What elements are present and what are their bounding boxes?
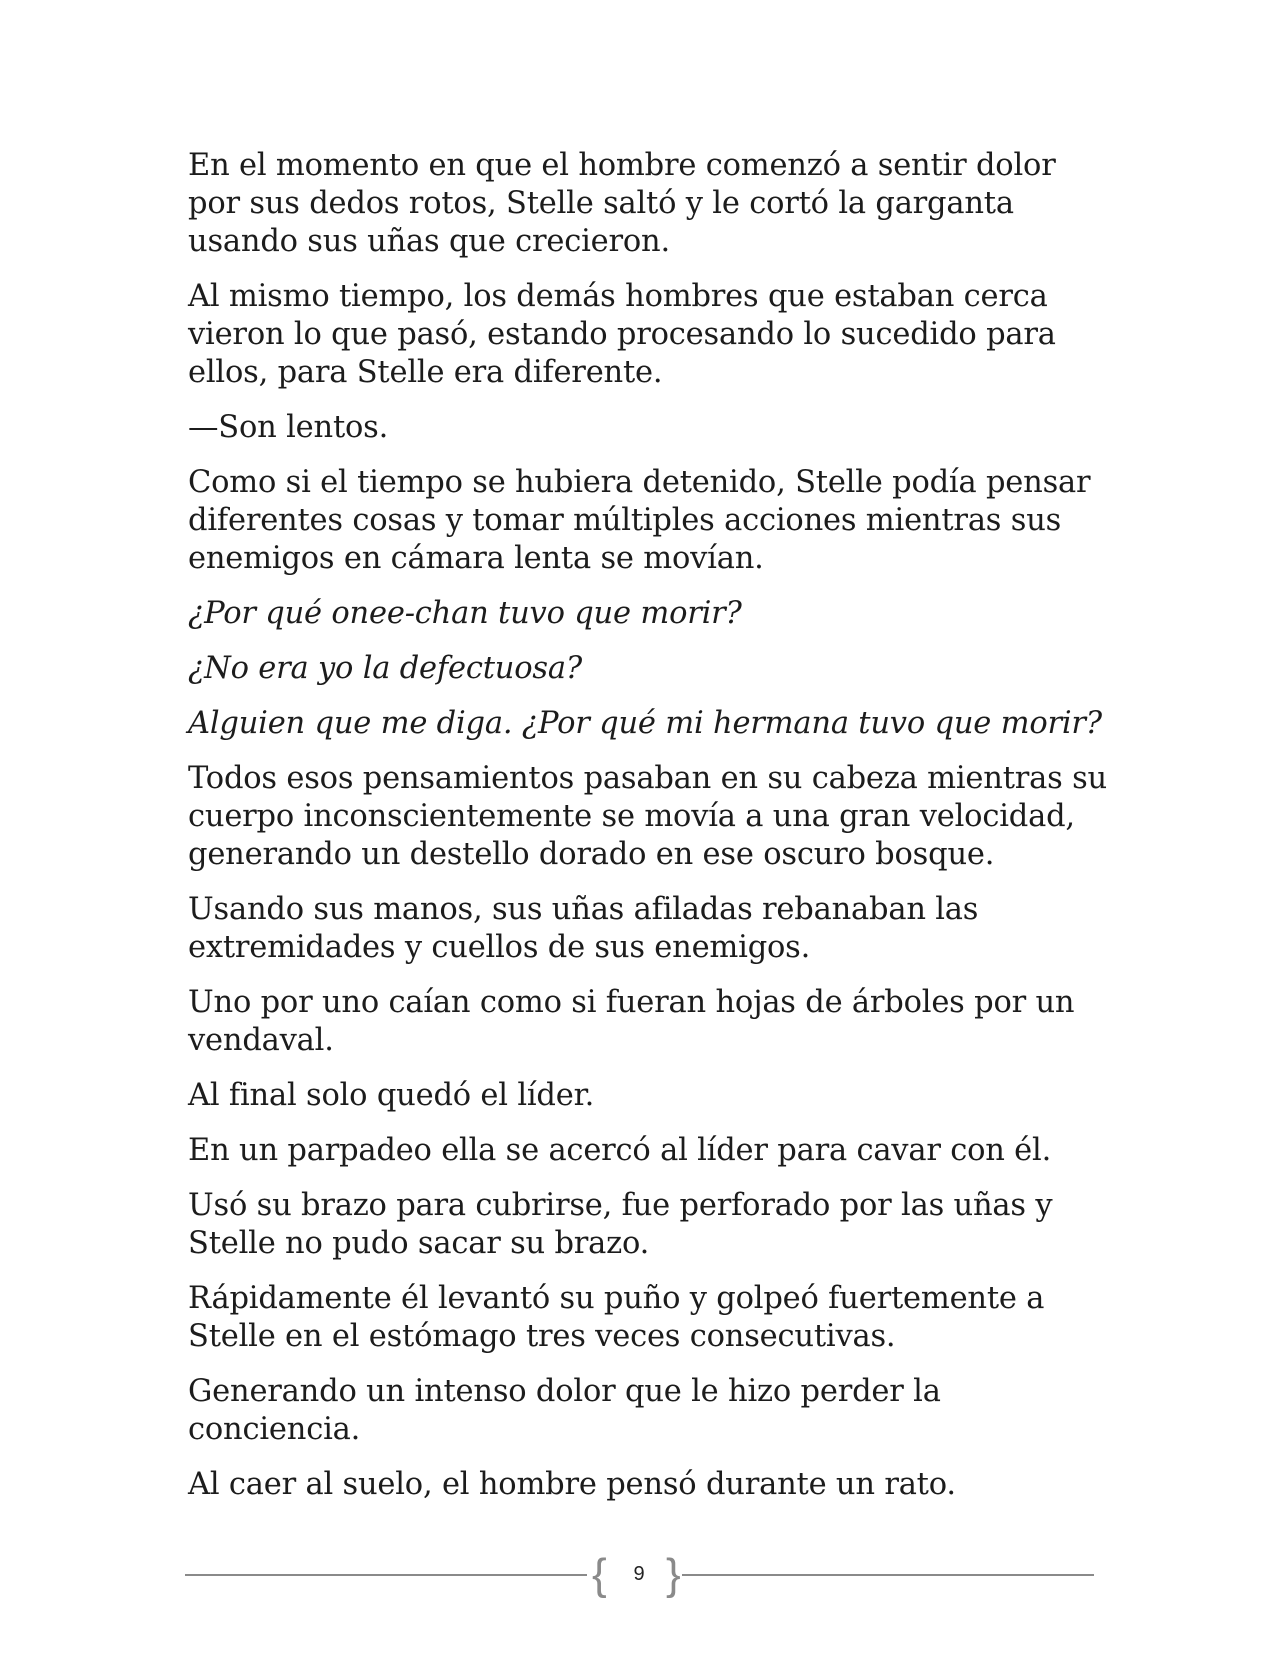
- footer-rule-left: [185, 1574, 587, 1576]
- italic-thought: ¿Por qué onee-chan tuvo que morir?: [188, 596, 742, 631]
- footer-rule-right: [682, 1574, 1094, 1576]
- paragraph: Rápidamente él levantó su puño y golpeó fuertemente a Stelle en el estómago tres veces consecutivas.: [188, 1281, 1045, 1354]
- paragraph: En el momento en que el hombre comenzó a sentir dolor por sus dedos rotos, Stelle saltó y le cortó la garganta usando sus uñas que crecieron.: [188, 148, 1056, 259]
- paragraph: Al final solo quedó el líder.: [188, 1078, 595, 1113]
- paragraph: En un parpadeo ella se acercó al líder para cavar con él.: [188, 1133, 1052, 1168]
- paragraph: Usó su brazo para cubrirse, fue perforado por las uñas y Stelle no pudo sacar su brazo.: [188, 1188, 1053, 1261]
- paragraph: Como si el tiempo se hubiera detenido, Stelle podía pensar diferentes cosas y tomar múltiples acciones mientras sus enemigos en cámara lenta se movían.: [188, 465, 1091, 576]
- paragraph: Al caer al suelo, el hombre pensó durante un rato.: [188, 1467, 956, 1502]
- page-body: [188, 147, 1108, 1521]
- italic-thought: Alguien que me diga. ¿Por qué mi hermana tuvo que morir?: [188, 706, 1102, 741]
- page-footer: [0, 1548, 1280, 1604]
- paragraph: —Son lentos.: [188, 410, 389, 445]
- paragraph: Al mismo tiempo, los demás hombres que estaban cerca vieron lo que pasó, estando procesando lo sucedido para ellos, para Stelle era diferente.: [188, 279, 1056, 390]
- paragraph: Generando un intenso dolor que le hizo perder la conciencia.: [188, 1374, 941, 1447]
- left-brace-icon: {: [592, 1550, 607, 1599]
- page-number: 9: [633, 1563, 645, 1585]
- paragraph: Todos esos pensamientos pasaban en su cabeza mientras su cuerpo inconscientemente se movía a una gran velocidad, generando un destello dorado en ese oscuro bosque.: [188, 761, 1107, 872]
- paragraph: Usando sus manos, sus uñas afiladas rebanaban las extremidades y cuellos de sus enemigos.: [188, 892, 979, 965]
- paragraph: Uno por uno caían como si fueran hojas de árboles por un vendaval.: [188, 985, 1075, 1058]
- right-brace-icon: }: [666, 1550, 681, 1599]
- italic-thought: ¿No era yo la defectuosa?: [188, 651, 582, 686]
